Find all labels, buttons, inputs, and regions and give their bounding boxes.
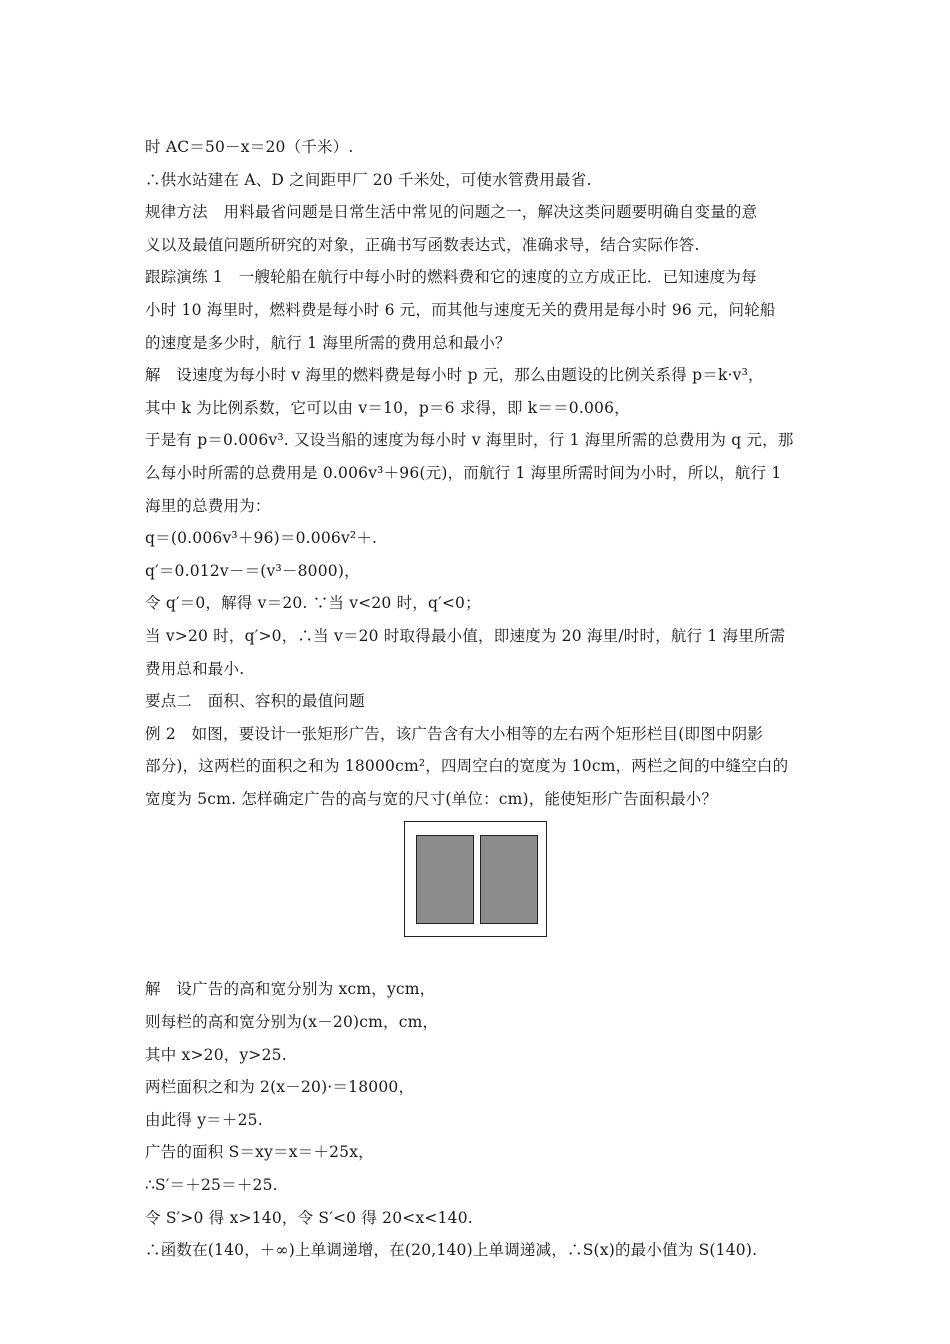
text-line: 小时 10 海里时，燃料费是每小时 6 元，而其他与速度无关的费用是每小时 96 元，问轮船	[145, 300, 776, 319]
text-line: 规律方法 用料最省问题是日常生活中常见的问题之一，解决这类问题要明确自变量的意	[145, 203, 758, 222]
text-line: 例 2 如图，要设计一张矩形广告，该广告含有大小相等的左右两个矩形栏目(即图中阴影	[145, 724, 764, 743]
text-line: 的速度是多少时，航行 1 海里所需的费用总和最小？	[145, 333, 511, 352]
text-line: 于是有 p＝0.006v³. 又设当船的速度为每小时 v 海里时，行 1 海里所需的总费用为 q 元，那	[145, 431, 794, 450]
text-line: 跟踪演练 1 一艘轮船在航行中每小时的燃料费和它的速度的立方成正比．已知速度为每	[145, 268, 757, 287]
text-line: 宽度为 5cm. 怎样确定广告的高与宽的尺寸(单位：cm)，能使矩形广告面积最小？	[145, 789, 718, 808]
text-line: 时 AC＝50－x＝20（千米）.	[145, 138, 354, 156]
text-line: 义以及最值问题所研究的对象，正确书写函数表达式，准确求导，结合实际作答.	[145, 235, 700, 254]
text-line: 海里的总费用为：	[145, 496, 271, 515]
text-line: 由此得 y＝＋25.	[145, 1110, 263, 1129]
text-line: 部分)，这两栏的面积之和为 18000cm²，四周空白的宽度为 10cm，两栏之间的中缝空白的	[145, 757, 789, 776]
text-line: 要点二 面积、容积的最值问题	[145, 692, 365, 711]
text-line: 令 q′＝0，解得 v＝20. ∵当 v<20 时，q′<0；	[145, 594, 481, 613]
text-line: 广告的面积 S＝xy＝x＝＋25x，	[145, 1143, 374, 1162]
document-page	[145, 131, 810, 1267]
text-block-bottom	[145, 973, 810, 1266]
text-line: 两栏面积之和为 2(x－20)·＝18000，	[145, 1078, 415, 1097]
text-line: 解 设速度为每小时 v 海里的燃料费是每小时 p 元，那么由题设的比例关系得 p＝k·v³，	[145, 366, 764, 385]
text-line: ∴S′＝＋25＝＋25.	[145, 1176, 278, 1195]
text-line: q′＝0.012v－＝(v³－8000)，	[145, 561, 360, 580]
text-line: 其中 x>20，y>25.	[145, 1045, 287, 1064]
text-line: ∴供水站建在 A、D 之间距甲厂 20 千米处，可使水管费用最省.	[145, 170, 592, 189]
ad-rectangle	[404, 821, 547, 937]
text-line: 费用总和最小.	[145, 659, 245, 678]
text-block-top	[145, 131, 810, 815]
text-line: 其中 k 为比例系数，它可以由 v＝10，p＝6 求得，即 k＝＝0.006，	[145, 398, 630, 417]
text-line: 么每小时所需的总费用是 0.006v³＋96(元)，而航行 1 海里所需时间为小时，所以，航行 1	[145, 463, 782, 482]
text-line: q＝(0.006v³＋96)＝0.006v²＋.	[145, 529, 378, 548]
text-line: 令 S′>0 得 x>140，令 S′<0 得 20<x<140.	[145, 1208, 473, 1227]
text-line: 解 设广告的高和宽分别为 xcm，ycm，	[145, 980, 436, 999]
text-line: 当 v>20 时，q′>0，∴当 v＝20 时取得最小值，即速度为 20 海里/时时，航行 1 海里所需	[145, 626, 786, 645]
figure-ad-layout	[145, 821, 810, 961]
ad-column-right	[480, 835, 538, 924]
text-line: 则每栏的高和宽分别为(x－20)cm，cm，	[145, 1013, 439, 1032]
text-line: ∴函数在(140，＋∞)上单调递增，在(20,140)上单调递减，∴S(x)的最小值为 S(140).	[145, 1241, 758, 1260]
ad-column-left	[416, 835, 474, 924]
